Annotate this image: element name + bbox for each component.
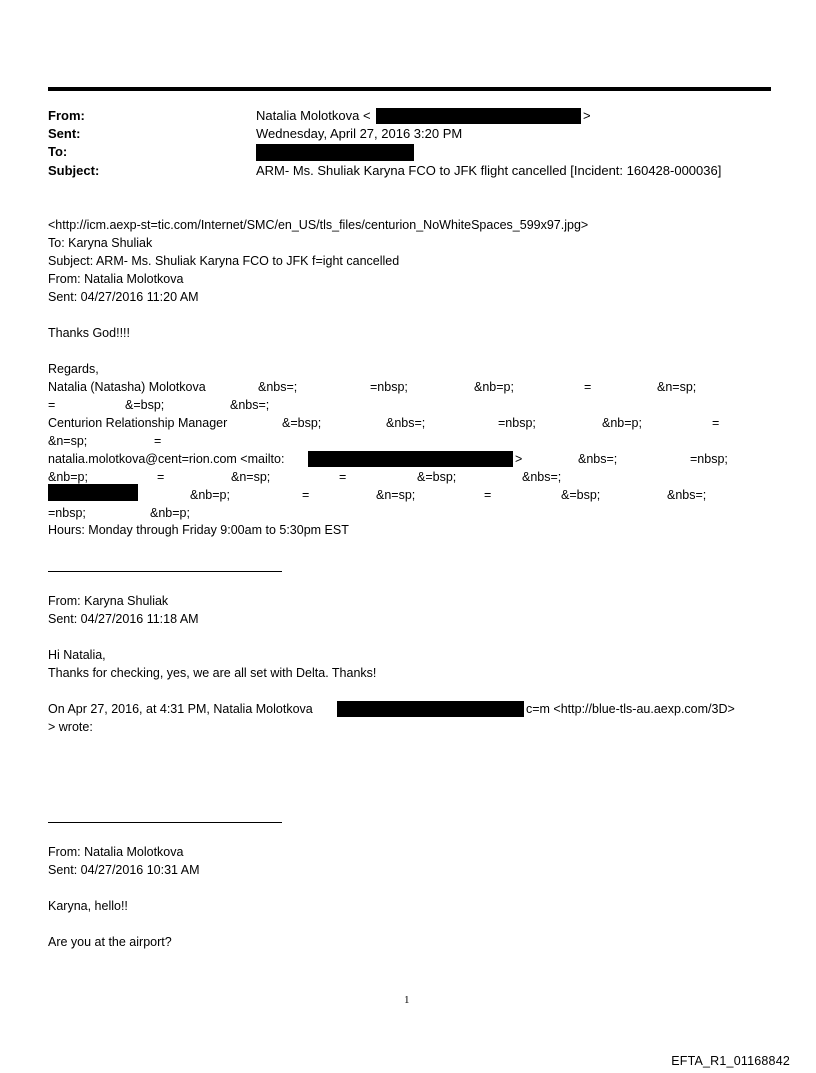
redaction-sig-phone [48, 484, 138, 501]
sig-token: = [157, 470, 165, 484]
sent-label: Sent: [48, 126, 81, 141]
signature-title: Centurion Relationship Manager [48, 416, 228, 430]
sig-email-close: > [515, 452, 523, 466]
sig-token: &=bsp; [282, 416, 322, 430]
body-sent-line: Sent: 04/27/2016 11:20 AM [48, 290, 199, 304]
redaction-reply-email [337, 701, 524, 717]
image-url-line: <http://icm.aexp-st=tic.com/Internet/SMC/en_US/tls_files/centurion_NoWhiteSpaces_599x97.jpg> [48, 218, 589, 232]
regards-text: Regards, [48, 362, 99, 376]
reply1-on-prefix: On Apr 27, 2016, at 4:31 PM, Natalia Molotkova [48, 702, 313, 716]
sig-token: =nbsp; [370, 380, 408, 394]
sig-token: = [484, 488, 492, 502]
signature-name: Natalia (Natasha) Molotkova [48, 380, 206, 394]
sig-token: &nb=p; [474, 380, 514, 394]
from-close: > [583, 108, 591, 123]
sig-token: &n=sp; [48, 434, 88, 448]
sig-token: = [712, 416, 720, 430]
body-to-line: To: Karyna Shuliak [48, 236, 153, 250]
from-name: Natalia Molotkova < [256, 108, 371, 123]
reply1-message: Thanks for checking, yes, we are all set with Delta. Thanks! [48, 666, 377, 680]
document-id: EFTA_R1_01168842 [671, 1054, 790, 1068]
redaction-sig-email [308, 451, 513, 467]
sig-token: &=bsp; [417, 470, 457, 484]
sig-token: &nbs=; [667, 488, 707, 502]
reply2-greeting: Karyna, hello!! [48, 899, 128, 913]
sig-token: = [302, 488, 310, 502]
body-from-line: From: Natalia Molotkova [48, 272, 184, 286]
from-value [256, 107, 371, 125]
sig-token: = [339, 470, 347, 484]
sig-token: &nb=p; [150, 506, 190, 520]
hours-text: Hours: Monday through Friday 9:00am to 5:30pm EST [48, 523, 349, 537]
reply1-wrote: > wrote: [48, 720, 93, 734]
from-label: From: [48, 108, 85, 123]
separator-rule [48, 571, 282, 572]
sig-token: &nb=p; [190, 488, 230, 502]
sig-token: &nb=p; [48, 470, 88, 484]
subject-value: ARM- Ms. Shuliak Karyna FCO to JFK flight cancelled [Incident: 160428-000036] [256, 163, 722, 178]
reply1-greeting: Hi Natalia, [48, 648, 106, 662]
reply2-from-line: From: Natalia Molotkova [48, 845, 184, 859]
sig-token: &nbs=; [386, 416, 426, 430]
sig-token: = [48, 398, 56, 412]
signature-email: natalia.molotkova@cent=rion.com <mailto: [48, 452, 285, 466]
sig-token: &n=sp; [657, 380, 697, 394]
reply1-sent-line: Sent: 04/27/2016 11:18 AM [48, 612, 199, 626]
redaction-from-email [376, 108, 581, 124]
sig-token: =nbsp; [690, 452, 728, 466]
sig-token: &nb=p; [602, 416, 642, 430]
body-subject-line: Subject: ARM- Ms. Shuliak Karyna FCO to JFK f=ight cancelled [48, 254, 400, 268]
subject-label: Subject: [48, 163, 100, 178]
to-label: To: [48, 144, 68, 159]
sig-token: &=bsp; [125, 398, 165, 412]
sig-token: &n=sp; [231, 470, 271, 484]
sig-token: =nbsp; [498, 416, 536, 430]
reply1-on-suffix: c=m <http://blue-tls-au.aexp.com/3D> [526, 702, 735, 716]
separator-rule [48, 822, 282, 823]
redaction-to-recipient [256, 144, 414, 161]
header-top-rule [48, 87, 771, 91]
reply1-from-line: From: Karyna Shuliak [48, 594, 169, 608]
reply2-question: Are you at the airport? [48, 935, 172, 949]
reply2-sent-line: Sent: 04/27/2016 10:31 AM [48, 863, 200, 877]
sig-token: &nbs=; [522, 470, 562, 484]
sig-token: = [584, 380, 592, 394]
sig-token: = [154, 434, 162, 448]
sig-token: &=bsp; [561, 488, 601, 502]
sig-token: &nbs=; [578, 452, 618, 466]
page-number: 1 [404, 994, 410, 1006]
sent-value: Wednesday, April 27, 2016 3:20 PM [256, 126, 463, 141]
sig-token: &nbs=; [258, 380, 298, 394]
sig-token: =nbsp; [48, 506, 86, 520]
sig-token: &n=sp; [376, 488, 416, 502]
sig-token: &nbs=; [230, 398, 270, 412]
thanks-text: Thanks God!!!! [48, 326, 130, 340]
